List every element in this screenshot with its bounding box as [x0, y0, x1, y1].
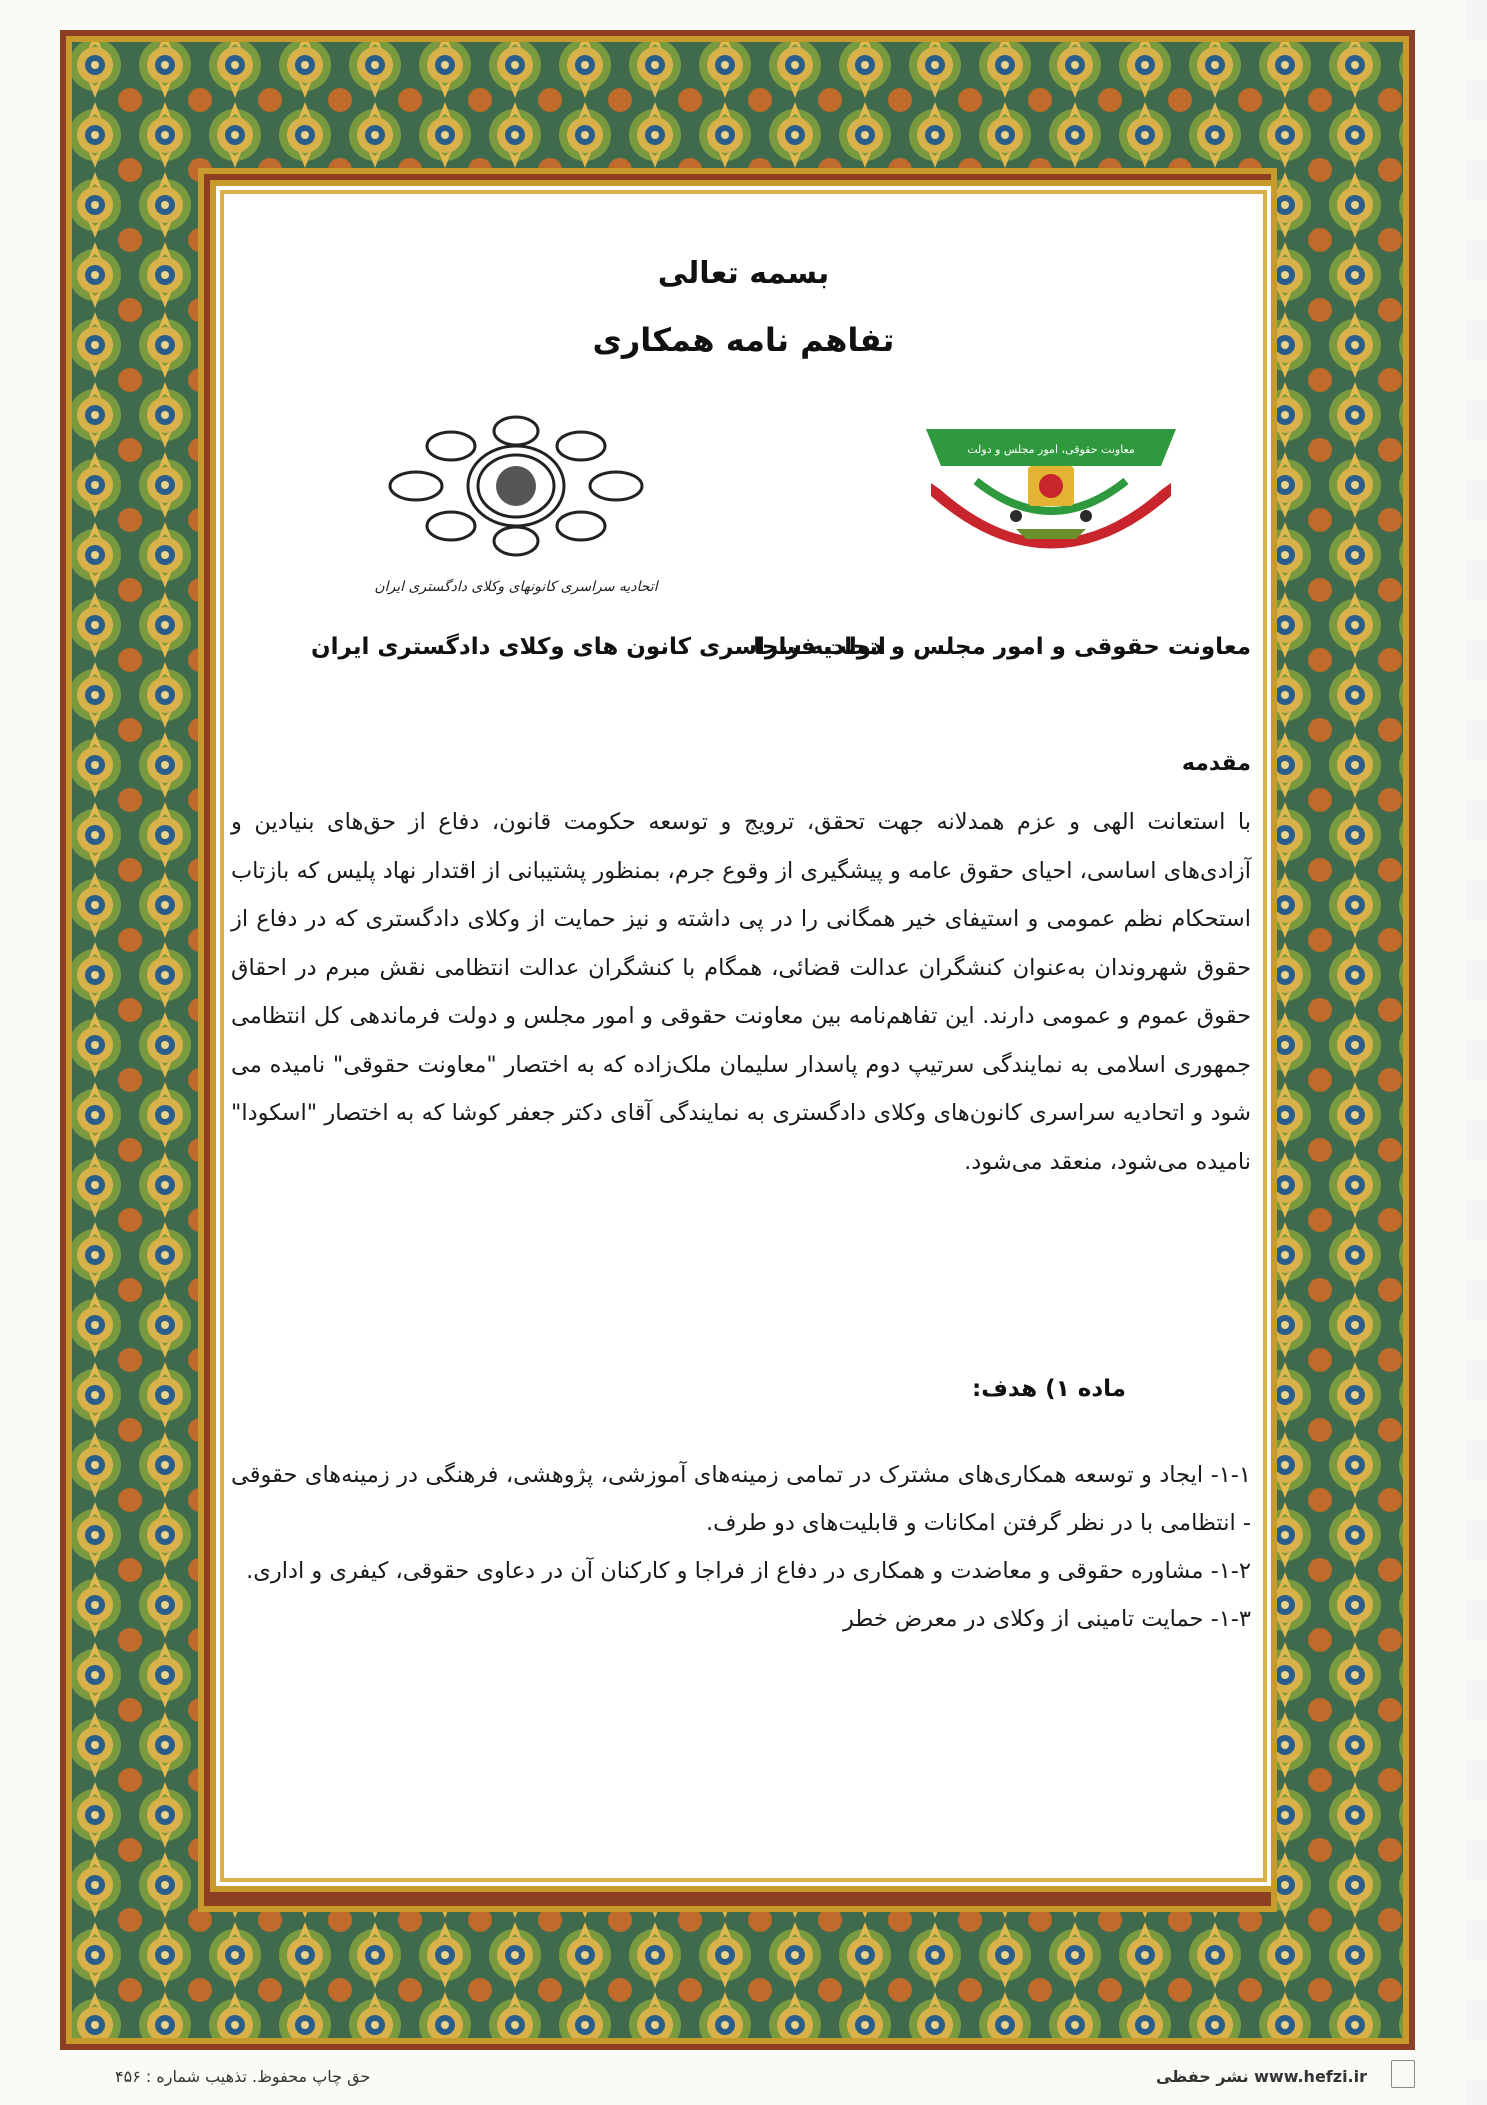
logo-banner-text: معاونت حقوقی، امور مجلس و دولت — [967, 443, 1135, 456]
content-panel — [210, 180, 1277, 1892]
article-1-items — [231, 1451, 1251, 1643]
org-name-right: معاونت حقوقی و امور مجلس و دولت فراجا — [753, 634, 1251, 660]
scan-edge — [1467, 0, 1487, 2105]
publisher-logo-icon — [1391, 2060, 1415, 2088]
list-item: ۱-۲- مشاوره حقوقی و معاضدت و همکاری در دفاع از فراجا و کارکنان آن در دعاوی حقوقی، کیفری و اداری. — [246, 1558, 1251, 1584]
bar-association-logo — [356, 401, 676, 611]
intro-paragraph: با استعانت الهی و عزم همدلانه جهت تحقق، ترویج و توسعه حکومت قانون، دفاع از حق‌های بنیادین و آزادی‌های اساسی، احیای حقوق عامه و پیشگیری از وقوع جرم، بمنظور پشتیبانی از اقتدار نهاد پلیس که بازتاب استحکام نظم عمومی و استیفای خیر همگانی را در پی داشته و نیز حمایت از وکلای دادگستری که در دفاع از حقوق شهروندان به‌عنوان کنشگران عدالت قضائی، همگام با کنشگران عدالت انتظامی نقش مبرم در احقاق حقوق عموم و عمومی دارند. این تفاهم‌نامه بین معاونت حقوقی و امور مجلس و دولت فرماندهی کل انتظامی جمهوری اسلامی به نمایندگی سرتیپ دوم پاسدار سلیمان ملک‌زاده که به اختصار "معاونت حقوقی" نامیده می شود و اتحادیه سراسری کانون‌های وکلای دادگستری به نمایندگی آقای دکتر جعفر کوشا که به اختصار "اسکودا" نامیده می‌شود، منعقد می‌شود. — [231, 809, 1251, 1175]
article-1-heading: ماده ۱) هدف: — [972, 1376, 1126, 1402]
heading-bismillah: بسمه تعالی — [657, 256, 830, 291]
footer-copyright: حق چاپ محفوظ. تذهیب شماره : ۴۵۶ — [115, 2067, 371, 2086]
list-item: ۱-۳- حمایت تامینی از وکلای در معرض خطر — [842, 1606, 1251, 1632]
footer-publisher: نشر حفظی www.hefzi.ir — [1155, 2067, 1367, 2086]
intro-heading: مقدمه — [1181, 751, 1251, 776]
document-title: تفاهم نامه همکاری — [592, 321, 895, 359]
police-legal-logo — [916, 411, 1186, 581]
org-name-left: اتحادیه سراسری کانون های وکلای دادگستری ایران — [311, 634, 886, 660]
logo-caption: اتحادیه سراسری کانونهای وکلای دادگستری ایران — [374, 579, 658, 595]
list-item: ۱-۱- ایجاد و توسعه همکاری‌های مشترک در تمامی زمینه‌های آموزشی، پژوهشی، فرهنگی در زمینه‌های حقوقی - انتظامی با در نظر گرفتن امکانات و قابلیت‌های دو طرف. — [231, 1462, 1251, 1536]
